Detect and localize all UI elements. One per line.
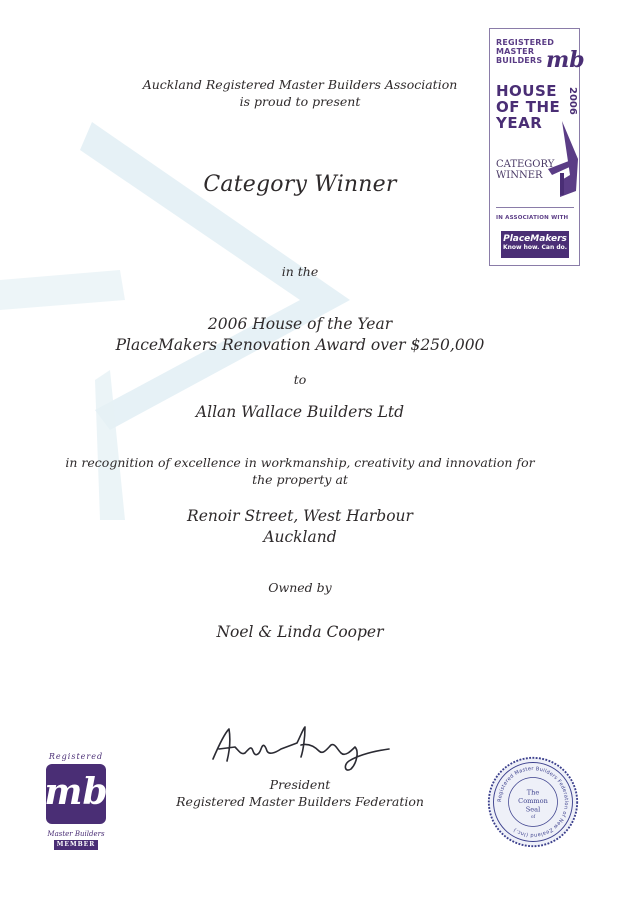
- house-of-the-year-badge: [489, 28, 585, 266]
- member-logo-badge: MEMBER: [54, 840, 98, 850]
- owned-by-text: Owned by: [268, 580, 332, 595]
- master-builders-member-logo: [40, 752, 112, 850]
- badge-divider: [496, 207, 574, 208]
- seal-center-line-3: Seal: [525, 805, 541, 814]
- badge-year: 2006: [567, 87, 578, 115]
- seal-center-line-1: The: [526, 788, 540, 797]
- certificate-title: Category Winner: [203, 172, 397, 197]
- recognition-line-1: in recognition of excellence in workmanship, creativity and innovation for: [65, 455, 535, 470]
- member-logo-name: Master Builders: [47, 830, 105, 838]
- recognition-text: [0, 454, 600, 488]
- badge-hoy-line-2: OF THE: [496, 98, 561, 116]
- badge-category-line-1: CATEGORY: [496, 159, 555, 170]
- builder-name: Allan Wallace Builders Ltd: [195, 403, 405, 421]
- placemakers-logo: [501, 231, 569, 258]
- signatory-organisation: Registered Master Builders Federation: [176, 794, 424, 809]
- badge-hoy-line-1: HOUSE: [496, 82, 558, 100]
- property-address: [0, 506, 600, 548]
- badge-org-line-1: REGISTERED: [496, 38, 555, 47]
- property-line-2: Auckland: [263, 528, 337, 546]
- badge-mb-logo: mb: [546, 47, 585, 73]
- to-text: to: [293, 372, 307, 387]
- presenter-line-1: Auckland Registered Master Builders Association: [142, 77, 458, 92]
- badge-association: IN ASSOCIATION WITH: [496, 215, 569, 221]
- owner-names: Noel & Linda Cooper: [216, 623, 384, 641]
- placemakers-tagline: Know how. Can do.: [502, 244, 568, 251]
- placemakers-name: PlaceMakers: [503, 234, 567, 244]
- property-line-1: Renoir Street, West Harbour: [187, 507, 413, 525]
- badge-house-of-the-year: [496, 83, 560, 131]
- presenter-line-2: is proud to present: [239, 94, 361, 109]
- seal-center-line-2: Common: [518, 796, 548, 805]
- member-logo-registered: Registered: [48, 752, 104, 761]
- member-logo-monogram: mb: [44, 771, 108, 813]
- signatory-role: President: [269, 777, 331, 792]
- in-the-text: in the: [281, 264, 319, 279]
- recognition-line-2: the property at: [252, 472, 348, 487]
- badge-hoy-line-3: YEAR: [496, 114, 543, 132]
- badge-org-line-2: MASTER: [496, 47, 535, 56]
- award-line-1: 2006 House of the Year: [207, 315, 393, 333]
- badge-category-line-2: WINNER: [496, 170, 543, 181]
- badge-category: [496, 159, 554, 181]
- award-line-2: PlaceMakers Renovation Award over $250,000: [115, 336, 485, 354]
- seal-center-line-4: of: [530, 813, 536, 819]
- badge-org-line-3: BUILDERS: [496, 56, 543, 65]
- award-name: [0, 314, 600, 356]
- common-seal-icon: [486, 755, 580, 849]
- signature-icon: [205, 715, 395, 775]
- seal-ring-text: Registered Master Builders Federation of New Zealand (Inc.): [496, 766, 569, 838]
